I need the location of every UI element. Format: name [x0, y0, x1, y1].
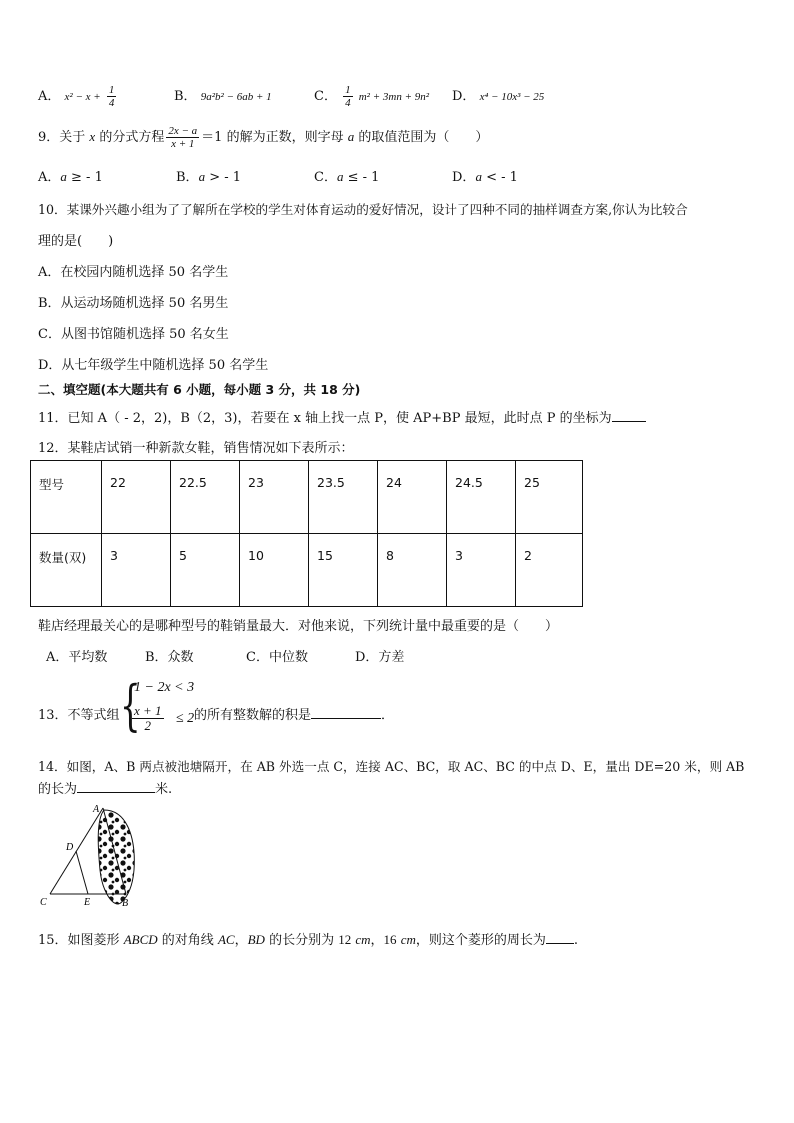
table-cell: 23 [240, 461, 309, 534]
fraction [132, 704, 164, 734]
q9-option-a [38, 166, 103, 185]
fraction [107, 84, 117, 109]
q8-option-d [452, 80, 544, 114]
text: 的所有整数解的积是 [194, 708, 312, 723]
q9-option-d [452, 166, 518, 185]
inequality: 1 − 2x < 3 [134, 680, 195, 695]
text: 的长分别为 [269, 933, 335, 948]
variable: a [60, 169, 67, 184]
table-cell: 3 [447, 534, 516, 607]
math-expr: m² + 3mn + 9n² [358, 91, 430, 103]
text: 的取值范围为（ ） [358, 130, 489, 145]
q11-stem [38, 407, 646, 426]
math-expr: x² − x + [64, 91, 101, 103]
fraction [166, 125, 199, 150]
q8-option-c [314, 80, 429, 114]
text: ， [234, 933, 248, 948]
option-label: C． [314, 89, 337, 104]
option-label: A． [38, 89, 61, 104]
option-label: C． [314, 170, 337, 185]
answer-blank [546, 943, 574, 944]
table-cell: 3 [102, 534, 171, 607]
table-cell: 10 [240, 534, 309, 607]
pond-figure [36, 800, 146, 910]
variable: a [475, 169, 482, 184]
q9-option-b [176, 166, 241, 185]
text: 的长为 [38, 782, 78, 797]
table-cell: 22 [102, 461, 171, 534]
segment-de [76, 851, 88, 894]
label-b: B [122, 898, 129, 909]
relation: ≤ 2 [176, 711, 195, 726]
text: 的对角线 [161, 933, 214, 948]
table-cell: 5 [171, 534, 240, 607]
brace: { [120, 674, 141, 737]
answer-blank [311, 718, 381, 719]
numerator: 1 [108, 83, 115, 96]
length-value: 16 [383, 932, 397, 947]
table-cell: 25 [516, 461, 583, 534]
unit: cm [400, 932, 416, 947]
option-label: A． [38, 170, 61, 185]
text: 的分式方程 [99, 130, 165, 145]
text: 9．关于 [38, 130, 86, 145]
q10-option-a: A．在校园内随机选择 50 名学生 [38, 265, 229, 280]
label-a: A [93, 804, 100, 815]
option-label: B． [174, 89, 197, 104]
numerator: x + 1 [134, 703, 162, 718]
text: 15．如图菱形 [38, 933, 120, 948]
q12-option-d: D．方差 [355, 650, 405, 665]
variable: a [336, 169, 344, 184]
relation: ≤ - 1 [347, 170, 380, 185]
q12-option-b: B．众数 [145, 650, 194, 665]
table-header-cell: 型号 [31, 461, 102, 534]
q14-stem-line2 [38, 778, 172, 797]
answer-blank [612, 421, 646, 422]
q12-question: 鞋店经理最关心的是哪种型号的鞋销量最大．对他来说，下列统计量中最重要的是（ ） [38, 619, 559, 634]
section-heading: 二、填空题(本大题共有 6 小题，每小题 3 分，共 18 分) [38, 382, 361, 397]
text: 11．已知 A（ - 2，2)，B（2，3)，若要在 x 轴上找一点 P，使 AP+BP 最短，此时点 P 的坐标为 [38, 411, 612, 426]
relation: ≥ - 1 [71, 170, 103, 185]
numerator: 2x − a [168, 124, 198, 137]
length-value: 12 [338, 932, 352, 947]
math-expr: x⁴ − 10x³ − 25 [479, 91, 545, 103]
q10-option-b: B．从运动场随机选择 50 名男生 [38, 296, 229, 311]
denominator: 4 [108, 97, 115, 109]
variable: a [347, 129, 355, 144]
variable: a [198, 169, 206, 184]
option-label: B． [176, 170, 199, 185]
table-cell: 22.5 [171, 461, 240, 534]
label-c: C [40, 897, 47, 908]
sales-table [30, 460, 583, 607]
table-cell: 24 [378, 461, 447, 534]
q15-stem: 15．如图菱形 ABCD 的对角线 AC，BD 的长分别为 12 cm，16 cm，则这个菱形的周长为 . [38, 932, 579, 948]
relation: > - 1 [209, 170, 242, 185]
relation: < - 1 [486, 170, 518, 185]
text: 米. [155, 782, 173, 797]
q10-stem-line1: 10．某课外兴趣小组为了了解所在学校的学生对体育运动的爱好情况，设计了四种不同的抽样调查方案,你认为比较合 [38, 202, 688, 217]
text: 13．不等式组 [38, 708, 120, 723]
q13-tail [194, 704, 394, 723]
q9-option-c [314, 166, 379, 185]
q14-stem-line1: 14．如图，A、B 两点被池塘隔开，在 AB 外选一点 C，连接 AC、BC，取 AC、BC 的中点 D、E，量出 DE=20 米，则 AB [38, 759, 745, 774]
variable: x [89, 129, 96, 144]
text: . [573, 933, 579, 948]
q9-stem [38, 120, 488, 155]
shape-name: ABCD [123, 932, 158, 947]
text: ，则这个菱形的周长为 [415, 933, 546, 948]
unit: cm [355, 932, 371, 947]
denominator: 2 [144, 718, 152, 734]
table-cell: 2 [516, 534, 583, 607]
table-header-cell: 数量(双) [31, 534, 102, 607]
diagonal-name: BD [247, 932, 265, 947]
answer-blank [77, 792, 155, 793]
table-row [31, 461, 583, 534]
q8-option-a [38, 80, 118, 114]
diagonal-name: AC [217, 932, 235, 947]
table-cell: 15 [309, 534, 378, 607]
q10-option-d: D．从七年级学生中随机选择 50 名学生 [38, 358, 269, 373]
denominator: 4 [345, 97, 351, 109]
text: ＝1 的解为正数，则字母 [201, 130, 344, 145]
option-label: D． [452, 170, 476, 185]
fraction [343, 84, 353, 109]
text: ． [381, 708, 395, 723]
table-cell: 8 [378, 534, 447, 607]
table-cell: 24.5 [447, 461, 516, 534]
label-e: E [84, 897, 91, 908]
q12-option-a: A．平均数 [46, 650, 108, 665]
table-row [31, 534, 583, 607]
q12-stem: 12．某鞋店试销一种新款女鞋，销售情况如下表所示： [38, 441, 354, 456]
q10-option-c: C．从图书馆随机选择 50 名女生 [38, 327, 229, 342]
option-label: D． [452, 89, 476, 104]
denominator: x + 1 [171, 138, 195, 150]
numerator: 1 [345, 83, 351, 96]
q10-stem-line2: 理的是( ) [38, 234, 114, 249]
q8-option-b [174, 80, 272, 114]
q12-option-c: C．中位数 [246, 650, 308, 665]
table-cell: 23.5 [309, 461, 378, 534]
label-d: D [66, 842, 74, 853]
math-expr: 9a²b² − 6ab + 1 [200, 91, 272, 103]
